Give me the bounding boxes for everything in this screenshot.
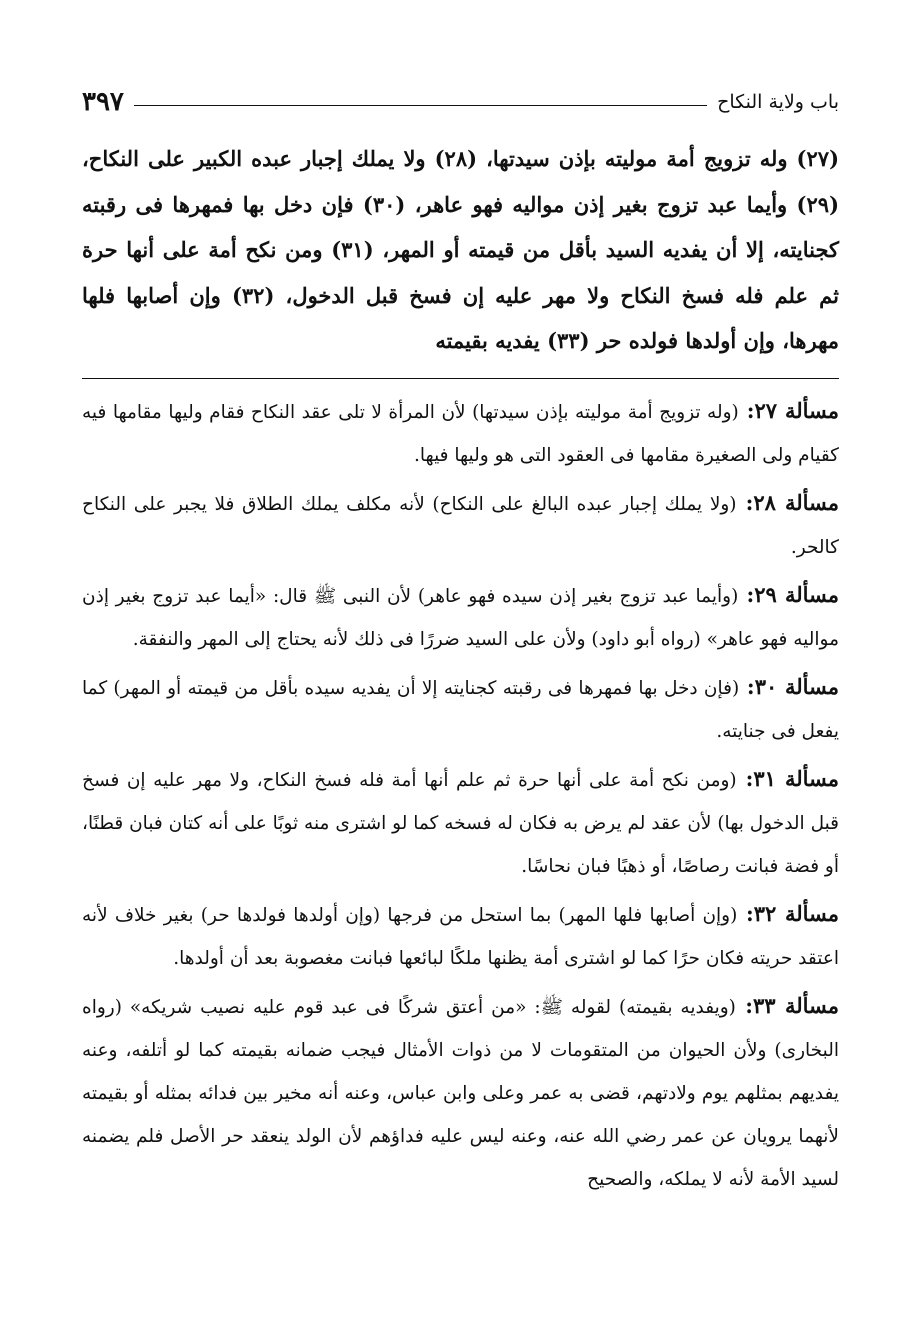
header-rule [134,105,707,106]
masala-30 [82,665,839,753]
matn-text: (٢٧) وله تزويج أمة موليته بإذن سيدتها، (٢٨) ولا يملك إجبار عبده الكبير على النكاح، (٢٩) وأيما عبد تزوج بغير إذن مواليه فهو عاهر، (٣٠) فإن دخل بها فمهرها فى رقبته كجنايته، إلا أن يفديه السيد بأقل من قيمته أو المهر، (٣١) ومن نكح أمة على أنها حرة ثم علم فله فسخ النكاح ولا مهر عليه إن فسخ قبل الدخول، (٣٢) وإن أصابها فلها مهرها، وإن أولدها فولده حر (٣٣) يفديه بقيمته [82,146,840,353]
page-number: ٣٩٧ [82,87,124,117]
section-divider [82,378,839,379]
masala-28 [82,481,839,569]
masala-text: (ويفديه بقيمته) لقوله ﷺ: «من أعتق شركًا فى عبد قوم عليه نصيب شريكه» (رواه البخارى) ولأن الحيوان من المتقومات لا من ذوات الأمثال فيجب ضمانه بقيمته كما لو أتلفه، وعنه يفديهم بمثلهم يوم ولادتهم، قضى به عمر وعلى وابن عباس، وعنه أنه مخير بين فدائه بمثله أو بقيمته لأنهما يرويان عن عمر رضي الله عنه، وعنه ليس عليه فداؤهم لأن الولد ينعقد حر الأصل فلم يضمنه لسيد الأمة لأنه لا يملكه، والصحيح [82,996,839,1190]
masala-label: مسألة ٣٢: [746,900,840,926]
masala-text: (وأيما عبد تزوج بغير إذن سيده فهو عاهر) لأن النبى ﷺ قال: «أيما عبد تزوج بغير إذن مواليه فهو عاهر» (رواه أبو داود) ولأن على السيد ضررًا فى ذلك لأنه يحتاج إلى المهر والنفقة. [82,585,839,650]
masala-label: مسألة ٢٧: [746,397,839,423]
masala-label: مسألة ٢٩: [746,581,840,607]
masala-text: (فإن دخل بها فمهرها فى رقبته كجنايته إلا أن يفديه سيده بأقل من قيمته أو المهر) كما يفعل فى جنايته. [82,677,839,742]
masala-label: مسألة ٣٠: [746,673,839,699]
masala-33 [82,984,839,1201]
masala-text: (وإن أصابها فلها المهر) بما استحل من فرجها (وإن أولدها فولدها حر) بغير خلاف لأنه اعتقد حريته فكان حرًا كما لو اشترى أمة يظنها ملكًا لبائعها فبانت مغصوبة بعد أن أولدها. [82,904,839,969]
masala-31 [82,757,839,888]
masala-text: (ومن نكح أمة على أنها حرة ثم علم أنها أمة فله فسخ النكاح، ولا مهر عليه إن فسخ قبل الدخول بها) لأن عقد لم يرض به فكان له فسخه كما لو اشترى منه ثوبًا على أنه كتان فبان قطنًا، أو فضة فبانت رصاصًا، أو ذهبًا فبان نحاسًا. [82,769,839,877]
masala-29 [82,573,839,661]
masala-label: مسألة ٣١: [745,765,839,791]
masala-label: مسألة ٢٨: [745,489,840,515]
chapter-title: باب ولاية النكاح [717,91,839,113]
masala-text: (ولا يملك إجبار عبده البالغ على النكاح) لأنه مكلف يملك الطلاق فلا يجبر على النكاح كالحر. [82,493,839,558]
masala-27 [82,389,839,477]
masala-text: (وله تزويج أمة موليته بإذن سيدتها) لأن المرأة لا تلى عقد النكاح فقام وليها مقامها فيه كقيام ولى الصغيرة مقامها فى العقود التى هو وليها فيها. [82,401,839,466]
masala-label: مسألة ٣٣: [745,992,840,1018]
page-header [82,82,839,122]
masala-32 [82,892,839,980]
